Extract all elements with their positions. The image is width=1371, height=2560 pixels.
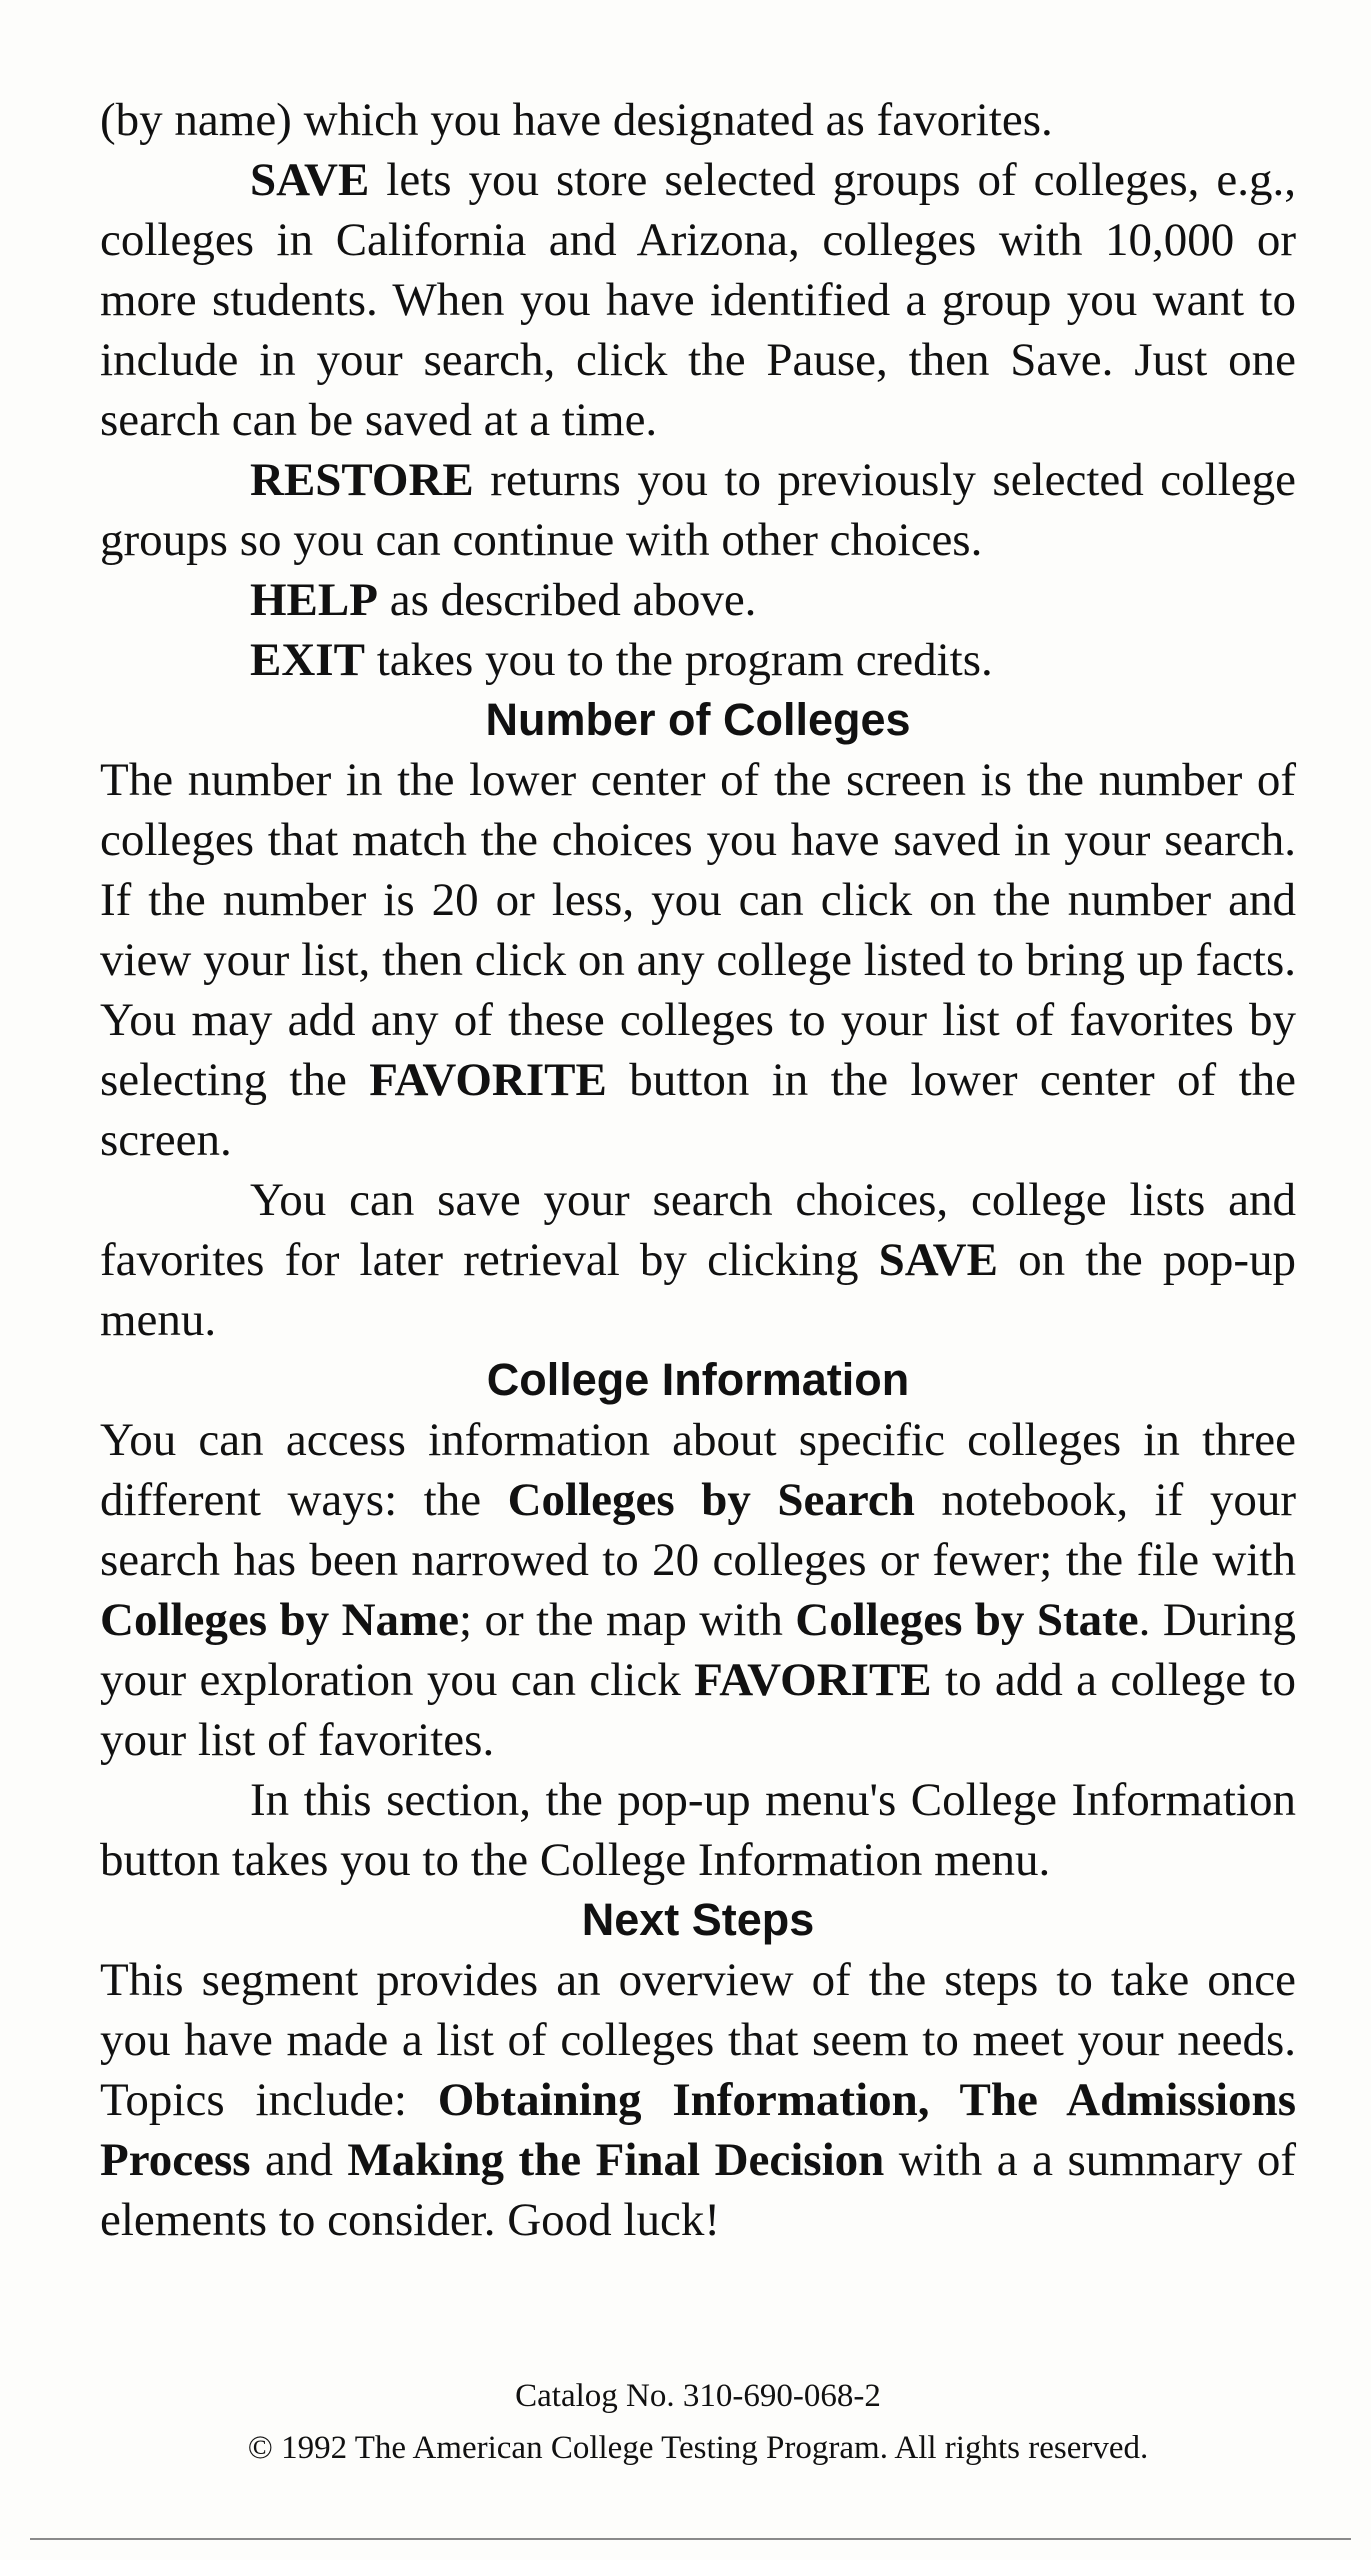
menu-item-exit (100, 630, 1296, 690)
bold-term: Colleges by State (795, 1594, 1139, 1646)
bold-term: FAVORITE (369, 1054, 607, 1106)
menu-item-label: HELP (250, 574, 378, 626)
copyright-notice: © 1992 The American College Testing Program. All rights reserved. (247, 2430, 1149, 2466)
page-content (100, 90, 1296, 2250)
save-choices-paragraph (100, 1170, 1296, 1350)
menu-item-label: EXIT (250, 634, 365, 686)
menu-item-save (100, 150, 1296, 450)
bold-term: Making the Final Decision (347, 2134, 885, 2186)
paragraph-text: ; or the map with (459, 1594, 796, 1646)
paragraph-text: This segment provides an overview of the steps to take once you have made a list of colleges that seem to meet your needs. Topics include: (100, 1954, 1296, 2126)
menu-item-label: RESTORE (250, 454, 474, 506)
paragraph-text: and (250, 2134, 348, 2186)
menu-item-description: takes you to the program credits. (364, 634, 993, 686)
menu-item-description: returns you to previously selected college groups so you can continue with other choices. (100, 454, 1296, 566)
paragraph-text: You can save your search choices, college lists and favorites for later retrieval by clicking (100, 1174, 1296, 1286)
paragraph-text: with a a summary of elements to consider. Good luck! (100, 2134, 1296, 2246)
menu-item-restore (100, 450, 1296, 570)
bold-term: Colleges by Name (100, 1594, 460, 1646)
bold-term: Colleges by Search (507, 1474, 915, 1526)
catalog-number: Catalog No. 310-690-068-2 (515, 2378, 881, 2414)
paragraph-text: You can access information about specific colleges in three different ways: the (100, 1414, 1296, 1526)
intro-continuation: (by name) which you have designated as favorites. (100, 94, 1053, 146)
bold-term: Obtaining Information, The Admissions Process (100, 2074, 1296, 2186)
menu-item-label: SAVE (250, 154, 370, 206)
scan-blemish (8, 1310, 22, 1350)
paragraph-text: . During your exploration you can click (100, 1594, 1297, 1706)
paragraph-text: button in the lower center of the screen. (100, 1054, 1297, 1166)
section-heading-college-information: College Information (486, 1354, 910, 1405)
next-steps-paragraph (100, 1950, 1296, 2250)
paragraph-text: to add a college to your list of favorites. (100, 1654, 1296, 1766)
paragraph-text: on the pop-up menu. (100, 1234, 1296, 1346)
bold-term: FAVORITE (694, 1654, 932, 1706)
section-heading-next-steps: Next Steps (581, 1894, 815, 1945)
menu-item-description: as described above. (377, 574, 757, 626)
college-information-paragraph (100, 1410, 1296, 1770)
bold-term: SAVE (878, 1234, 998, 1286)
popup-menu-paragraph: In this section, the pop-up menu's College Information button takes you to the College Information menu. (100, 1774, 1296, 1886)
menu-item-help (100, 570, 1296, 630)
menu-item-description: lets you store selected groups of colleges, e.g., colleges in California and Arizona, colleges with 10,000 or more students. When you have identified a group you want to include in your search, click the Pause, then Save. Just one search can be saved at a time. (100, 154, 1296, 446)
paragraph-text: notebook, if your search has been narrowed to 20 colleges or fewer; the file with (100, 1474, 1297, 1586)
page-bottom-edge (30, 2538, 1351, 2540)
section-heading-number-of-colleges: Number of Colleges (485, 694, 911, 745)
number-of-colleges-paragraph (100, 750, 1296, 1170)
paragraph-text: The number in the lower center of the screen is the number of colleges that match the choices you have saved in your search. If the number is 20 or less, you can click on the number and view your list, then click on any college listed to bring up facts. You may add any of these colleges to your list of favorites by selecting the (100, 754, 1296, 1106)
